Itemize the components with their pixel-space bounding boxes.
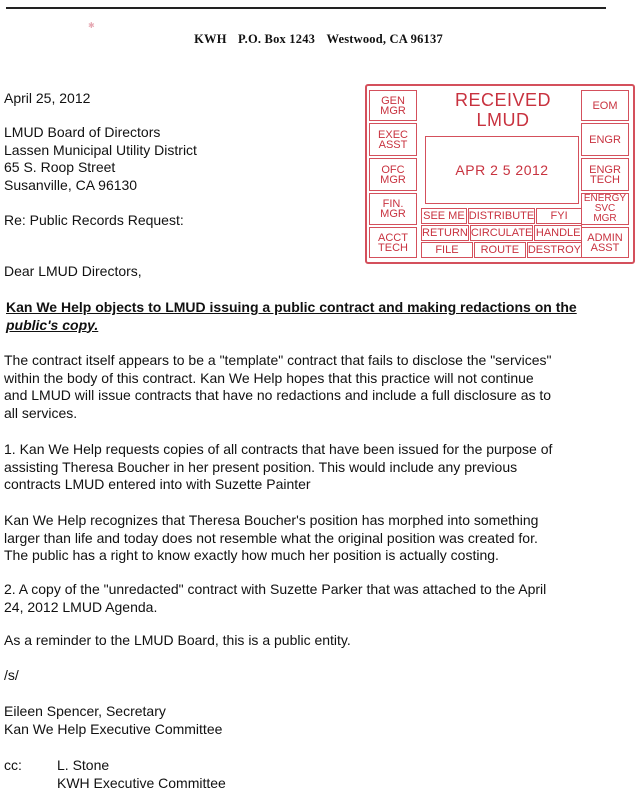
recipient-line: LMUD Board of Directors [4,124,160,142]
stamp-title: RECEIVED LMUD [433,90,573,130]
stamp-cell-left: FIN. MGR [369,193,417,225]
stamp-cell-right: ENGR [581,123,629,156]
stamp-cell-right: ENGR TECH [581,158,629,191]
stamp-action: CIRCULATE [470,225,534,241]
letter-date: April 25, 2012 [4,90,90,108]
signature-mark: /s/ [4,667,19,685]
letterhead-address: P.O. Box 1243 [238,32,315,46]
paragraph: Kan We Help recognizes that Theresa Boucher's position has morphed into something larger than life and today does not resemble what the original position was created for. The public has a right to know exactly how much her position is actually costing. [4,512,634,565]
stamp-action: FYI [536,208,582,224]
paragraph: As a reminder to the LMUD Board, this is a public entity. [4,632,634,650]
cc-label: cc: [4,757,22,773]
stamp-action: ROUTE [474,242,526,258]
stamp-cell-left: ACCT TECH [369,227,417,258]
stamp-action: DISTRIBUTE [468,208,535,224]
stamp-date: APR 2 5 2012 [425,136,579,204]
signer-title: Kan We Help Executive Committee [4,721,222,739]
stamp-cell-left: EXEC ASST [369,123,417,156]
letterhead [0,32,637,47]
subject-line [6,299,626,334]
stamp-action: HANDLE [534,225,582,241]
recipient-line: Susanville, CA 96130 [4,177,137,195]
scan-mark: ✱ [88,21,95,30]
stamp-cell-right: ENERGY SVC MGR [581,193,629,225]
received-stamp [365,84,635,264]
re-line: Re: Public Records Request: [4,212,184,230]
signer-name: Eileen Spencer, Secretary [4,703,166,721]
stamp-action: DESTROY [527,242,582,258]
paragraph: 2. A copy of the "unredacted" contract with Suzette Parker that was attached to the April 24, 2012 LMUD Agenda. [4,581,634,616]
stamp-action: RETURN [421,225,469,241]
top-rule [6,7,606,9]
stamp-cell-right: EOM [581,90,629,121]
paragraph: 1. Kan We Help requests copies of all contracts that have been issued for the purpose of assisting Theresa Boucher in her present position. This would include any previous contracts LMUD entered into with Suzette Painter [4,441,634,494]
paragraph: The contract itself appears to be a "template" contract that fails to disclose the "services" within the body of this contract. Kan We Help hopes that this practice will not continue and LMUD will issue contracts that have no redactions and include a full disclosure as to all services. [4,352,634,422]
letterhead-city: Westwood, CA 96137 [326,32,442,46]
subject-text: Kan We Help objects to LMUD issuing a public contract and making redactions on the [6,299,577,315]
stamp-cell-right: ADMIN ASST [581,227,629,258]
recipient-line: 65 S. Roop Street [4,159,115,177]
stamp-action-row [421,225,583,241]
salutation: Dear LMUD Directors, [4,263,142,281]
stamp-action: SEE ME [421,208,467,224]
recipient-line: Lassen Municipal Utility District [4,142,197,160]
letterhead-org: KWH [194,32,227,46]
stamp-cell-left: OFC MGR [369,158,417,191]
cc-name: KWH Executive Committee [57,775,226,792]
cc-list [57,757,226,792]
stamp-action-row [421,242,583,258]
stamp-cell-left: GEN MGR [369,90,417,121]
stamp-action-row [421,208,583,224]
cc-name: L. Stone [57,757,226,775]
subject-emphasis: public's copy. [6,317,98,333]
stamp-action: FILE [421,242,473,258]
